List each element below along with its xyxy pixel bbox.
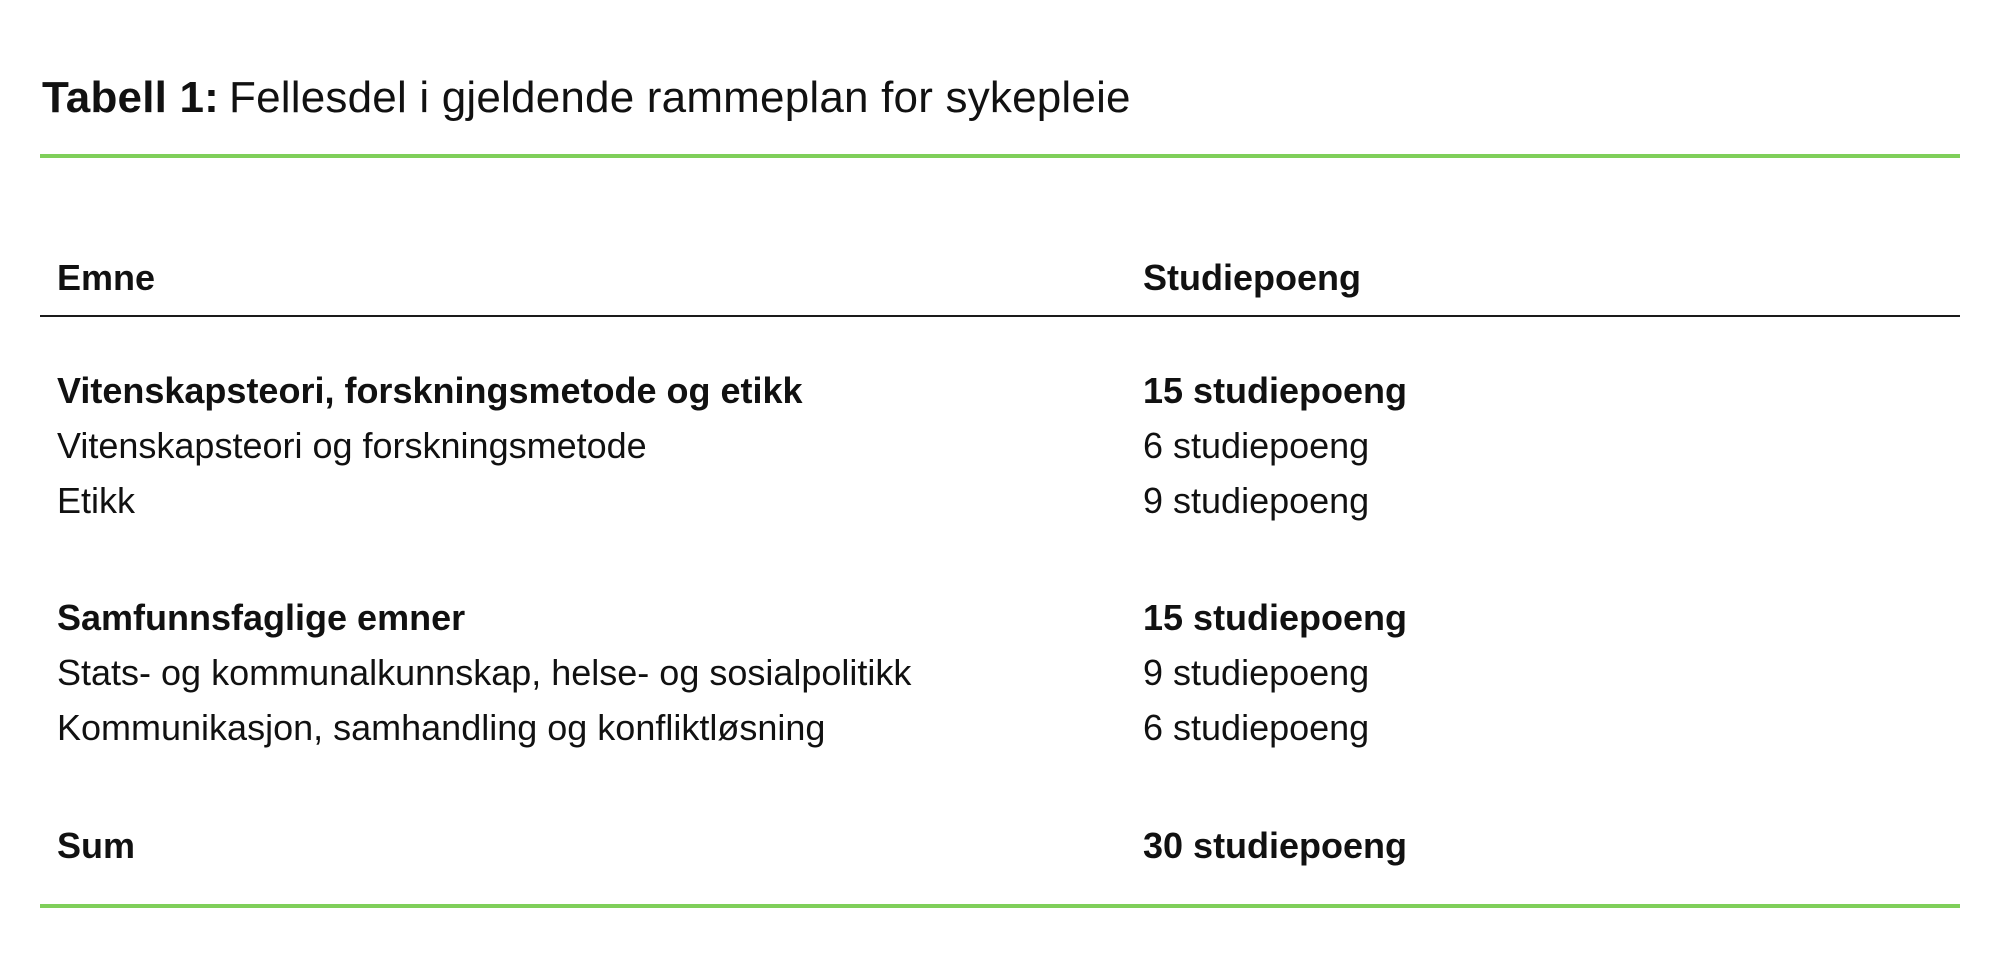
sum-label: Sum xyxy=(57,825,136,866)
row-credits: 6 studiepoeng xyxy=(1143,707,1370,748)
group-total: 15 studiepoeng xyxy=(1143,370,1408,411)
row-subject: Kommunikasjon, samhandling og konfliktløsning xyxy=(57,707,826,748)
table-caption xyxy=(42,68,1131,128)
group-title: Vitenskapsteori, forskningsmetode og etikk xyxy=(57,370,803,411)
row-subject: Etikk xyxy=(57,480,136,521)
row-subject: Vitenskapsteori og forskningsmetode xyxy=(57,425,647,466)
header-credits: Studiepoeng xyxy=(1143,257,1361,298)
header-divider xyxy=(40,315,1960,317)
header-subject: Emne xyxy=(57,257,156,298)
caption-text: Fellesdel i gjeldende rammeplan for sykepleie xyxy=(229,73,1131,122)
row-credits: 6 studiepoeng xyxy=(1143,425,1370,466)
group-title: Samfunnsfaglige emner xyxy=(57,597,466,638)
row-subject: Stats- og kommunalkunnskap, helse- og sosialpolitikk xyxy=(57,652,912,693)
sum-value: 30 studiepoeng xyxy=(1143,825,1408,866)
row-credits: 9 studiepoeng xyxy=(1143,652,1370,693)
top-accent-rule xyxy=(40,154,1960,158)
caption-label: Tabell 1: xyxy=(42,73,220,122)
row-credits: 9 studiepoeng xyxy=(1143,480,1370,521)
bottom-accent-rule xyxy=(40,904,1960,908)
group-total: 15 studiepoeng xyxy=(1143,597,1408,638)
